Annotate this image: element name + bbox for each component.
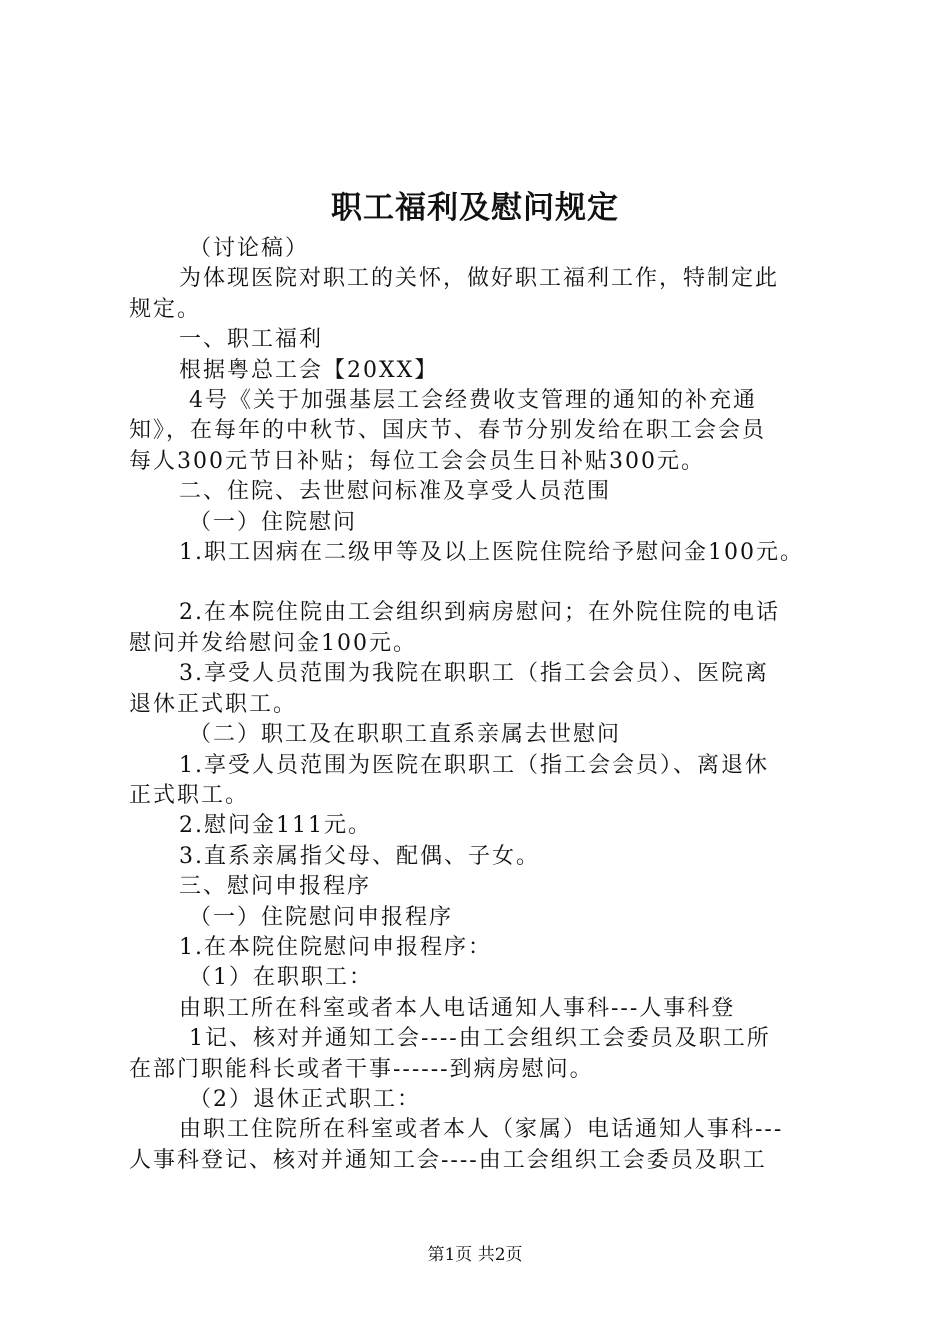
paragraph-line: 人事科登记、核对并通知工会----由工会组织工会委员及职工 [129,1147,767,1173]
paragraph-line: 每人300元节日补贴；每位工会会员生日补贴300元。 [129,448,705,474]
paragraph-line: （1）在职职工： [189,965,373,991]
paragraph-line: 规定。 [129,296,202,322]
document-body [129,234,834,1176]
section-heading: 三、慰问申报程序 [179,874,372,900]
paragraph-line: 3.享受人员范围为我院在职职工（指工会会员）、医院离 [179,661,769,687]
paragraph-line: 为体现医院对职工的关怀，做好职工福利工作，特制定此 [179,266,780,292]
paragraph-line: 根据粤总工会【20XX】 [179,357,439,383]
paragraph-line: 4号《关于加强基层工会经费收支管理的通知的补充通 [189,388,757,414]
draft-note: （讨论稿） [189,236,310,261]
paragraph-line: 由职工住院所在科室或者本人（家属）电话通知人事科--- [179,1117,784,1143]
paragraph-line: 1记、核对并通知工会----由工会组织工会委员及职工所 [189,1026,771,1052]
paragraph-line: 1.职工因病在二级甲等及以上医院住院给予慰问金100元。 [179,540,804,566]
subsection-heading: （一）住院慰问 [189,509,358,535]
paragraph-line: （2）退休正式职工： [189,1086,421,1112]
paragraph-line: 1.在本院住院慰问申报程序： [179,934,492,960]
paragraph-line: 在部门职能科长或者干事------到病房慰问。 [129,1056,594,1082]
page-footer: 第1页 共2页 [427,1245,523,1265]
section-heading: 一、职工福利 [179,327,324,353]
paragraph-line: 正式职工。 [129,782,250,808]
paragraph-line: 2.在本院住院由工会组织到病房慰问；在外院住院的电话 [179,600,780,626]
section-heading: 二、住院、去世慰问标准及享受人员范围 [179,479,612,505]
blank-line [129,568,834,598]
paragraph-line: 退休正式职工。 [129,691,298,717]
paragraph-line: 1.享受人员范围为医院在职职工（指工会会员）、离退休 [179,752,769,778]
subsection-heading: （一）住院慰问申报程序 [189,904,454,930]
paragraph-line: 2.慰问金111元。 [179,813,372,839]
paragraph-line: 由职工所在科室或者本人电话通知人事科---人事科登 [179,995,736,1021]
subsection-heading: （二）职工及在职职工直系亲属去世慰问 [189,722,622,748]
document-title: 职工福利及慰问规定 [331,190,619,226]
paragraph-line: 3.直系亲属指父母、配偶、子女。 [179,843,540,869]
paragraph-line: 知》，在每年的中秋节、国庆节、春节分别发给在职工会会员 [129,418,767,444]
paragraph-line: 慰问并发给慰问金100元。 [129,630,417,656]
